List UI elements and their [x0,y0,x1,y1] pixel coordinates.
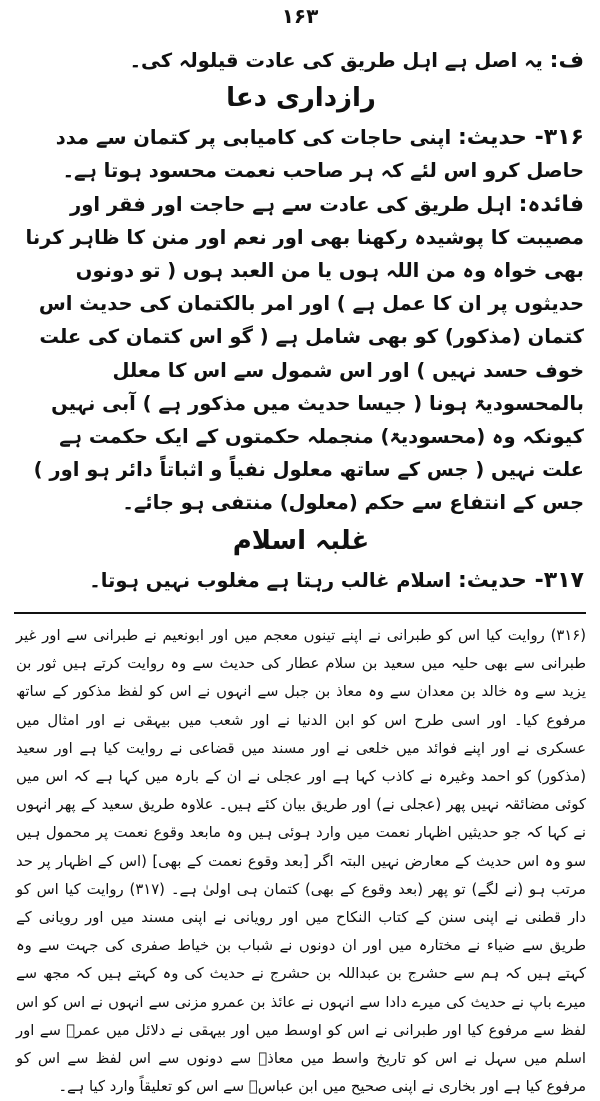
hadith-317-label: ۳۱۷- حدیث: [458,567,584,593]
hadith-316-paragraph [18,121,584,187]
footnote-text: (۳۱۶) روایت کیا اس کو طبرانی نے اپنے تینوں معجم میں اور ابونعیم نے طبرانی سے اور غیر طبرانی سے بھی حلیہ میں سعید بن سلام عطار کی حدیث سے وہ روایت کرتے ہیں ثور بن یزید سے وہ خالد بن معدان سے وہ معاذ بن جبل سے انہوں نے اس کو لفظ مذکور کے ساتھ مرفوع کیا۔ اور اسی طرح اس کو ابن الدنیا نے اور شعب میں بیہقی نے اور امثال میں عسکری نے اور اپنے فوائد میں خلعی نے اور مسند میں قضاعی نے روایت کیا ہے اور سعید (مذکور) کو احمد وغیرہ نے کاذب کہا ہے اور عجلی نے ان کے بارہ میں کہا ہے کہ اس میں کوئی مضائقہ نہیں پھر (عجلی نے) اور طریق بیان کئے ہیں۔ علاوہ طریق سعید کے پھر انہوں نے کہا کہ جو حدیثیں اظہار نعمت میں وارد ہوئی ہیں وہ مابعد وقوع نعمت پر محمول ہیں سو وہ اس حدیث کے معارض نہیں البتہ اگر [بعد وقوع نعمت کے بھی] (اس کے اظہار پر حد مرتب ہو (نے لگے) تو پھر (بعد وقوع کے بھی) کتمان ہی اولیٰ ہے۔ (۳۱۷) روایت کیا اس کو دار قطنی نے اپنی سنن کے کتاب النکاح میں اور رویانی نے اپنی مسند میں اور رویانی کے طریق سے ضیاء نے مختارہ میں اور ان دونوں نے شباب بن خیاط صفری کی جہت سے وہ کہتے ہیں کہ ہم سے حشرج بن عبداللہ بن حشرج نے حدیث کی وہ کہتے ہیں کہ مجھ سے میرے باپ نے حدیث کی میرے دادا سے انہوں نے عائذ بن عمرو مزنی سے انہوں نے اس کو اس لفظ سے مرفوع کیا اور طبرانی نے اس کو اوسط میں اور بیہقی نے دلائل میں عمرؓ سے اور اسلم میں سہل نے اس کو تاریخ واسط میں معاذؓ سے دونوں سے اس لفظ سے اس کو مرفوع کیا ہے اور بخاری نے اپنی صحیح میں ابن عباسؓ سے اس کو تعلیقاً وارد کیا ہے۔ [16,627,586,1096]
faida-paragraph [18,188,584,520]
faida-text: اہل طریق کی عادت سے ہے حاجت اور فقر اور مصیبت کا پوشیدہ رکھنا بھی اور نعم اور منن کا ظاہر کرنا بھی خواہ وہ من اللہ ہوں یا من العبد ہوں ( تو دونوں حدیثوں پر ان کا عمل ہے ) اور امر بالکتمان کی حدیث اس کتمان (مذکور) کو بھی شامل ہے ( گو اس کتمان کی علت خوف حسد نہیں ) اور اس شمول سے اس کا معلل بالمحسودیۃ ہونا ( جیسا حدیث میں مذکور ہے ) آبی نہیں کیونکہ وہ (محسودیۃ) منجملہ حکمتوں کے ایک حکمت ہے علت نہیں ( جس کے ساتھ معلول نفیاً و اثباتاً دائر ہو اور ) جس کے انتفاع سے حکم (معلول) منتفی ہو جائے۔ [25,192,584,515]
hadith-316-text: اپنی حاجات کی کامیابی پر کتمان سے مدد حاصل کرو اس لئے کہ ہر صاحب نعمت محسود ہوتا ہے۔ [55,126,584,183]
footnote-divider [14,612,586,614]
note-paragraph [18,44,584,77]
note-text: یہ اصل ہے اہل طریق کی عادت قیلولہ کی۔ [129,49,543,72]
hadith-317-text: اسلام غالب رہتا ہے مغلوب نہیں ہوتا۔ [89,568,452,592]
hadith-317-paragraph [18,564,584,597]
page-number: ۱۶۳ [281,4,319,28]
section-heading-secrecy: رازداری دعا [226,83,376,114]
faida-label: فائدہ: [518,191,584,217]
main-text [18,44,584,597]
note-label: ف: [549,48,584,73]
section-heading-islam: غلبہ اسلام [232,525,370,556]
hadith-316-label: ۳۱۶- حدیث: [458,125,584,151]
